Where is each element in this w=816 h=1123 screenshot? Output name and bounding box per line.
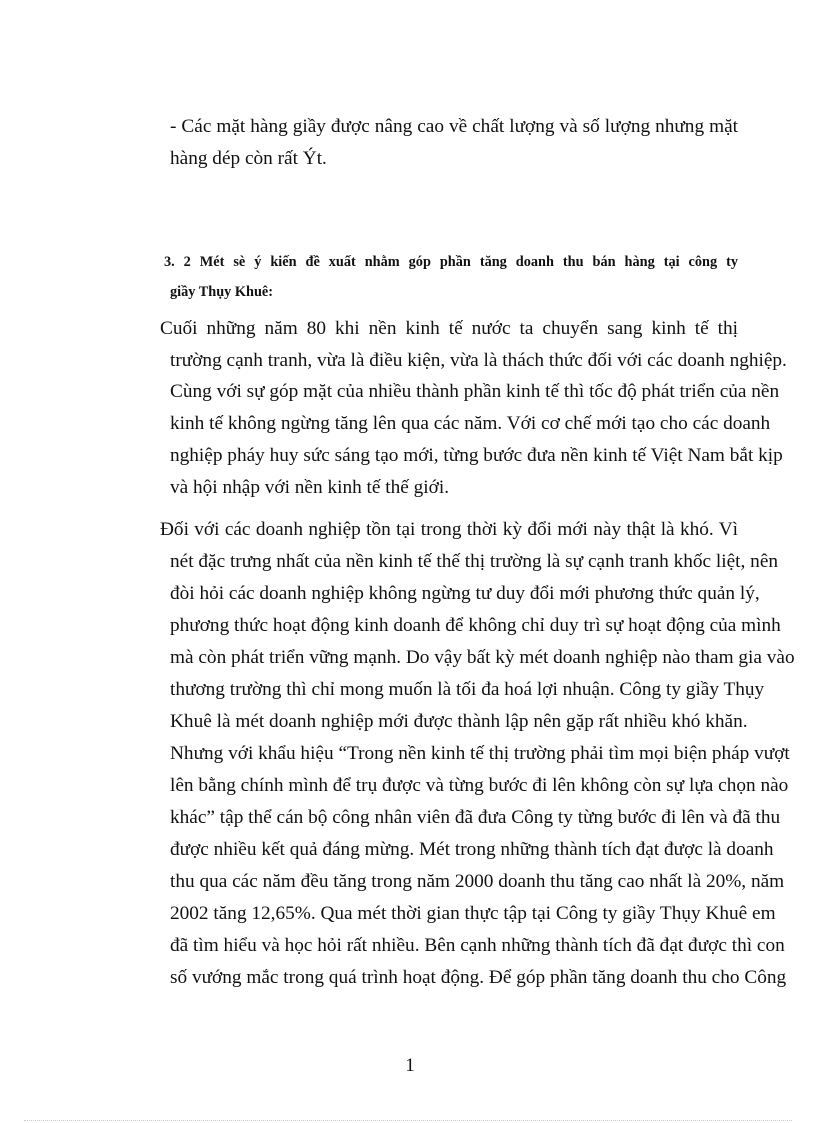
paragraph-2-line-2: nét đặc trưng nhất của nền kinh tế thế thị trường là sự cạnh tranh khốc liệt, nên xyxy=(170,551,779,572)
paragraph-2-line-13: 2002 tăng 12,65%. Qua mét thời gian thực tập tại Công ty giầy Thụy Khuê em xyxy=(170,903,776,924)
paragraph-1-line-5: nghiệp pháy huy sức sáng tạo mới, từng bước đưa nền kinh tế Việt Nam bắt kịp xyxy=(170,445,783,466)
paragraph-2-line-4: phương thức hoạt động kinh doanh để không chỉ duy trì sự hoạt động của mình xyxy=(170,615,781,636)
paragraph-2-line-10: khác” tập thể cán bộ công nhân viên đã đưa Công ty từng bước đi lên và đã thu xyxy=(170,807,781,828)
section-heading-line-1: 3. 2 Mét sè ý kiến đề xuất nhằm góp phần tăng doanh thu bán hàng tại công ty xyxy=(164,254,738,270)
paragraph-1-line-6: và hội nhập với nền kinh tế thế giới. xyxy=(170,477,450,498)
paragraph-2-line-7: Khuê là mét doanh nghiệp mới được thành lập nên gặp rất nhiều khó khăn. xyxy=(170,711,748,732)
paragraph-1-line-4: kinh tế không ngừng tăng lên qua các năm. Với cơ chế mới tạo cho các doanh xyxy=(170,413,771,434)
paragraph-2-line-15: số vướng mắc trong quá trình hoạt động. Để góp phần tăng doanh thu cho Công xyxy=(170,967,787,988)
page-number: 1 xyxy=(405,1055,415,1076)
paragraph-2-line-11: được nhiều kết quả đáng mừng. Mét trong những thành tích đạt được là doanh xyxy=(170,839,774,860)
paragraph-1-line-3: Cùng với sự góp mặt của nhiều thành phần kinh tế thì tốc độ phát triển của nền xyxy=(170,381,780,402)
page-bottom-rule xyxy=(24,1120,792,1121)
paragraph-1-line-1: Cuối những năm 80 khi nền kinh tế nước ta chuyển sang kinh tế thị xyxy=(160,318,738,339)
paragraph-2-line-5: mà còn phát triển vững mạnh. Do vậy bất kỳ mét doanh nghiệp nào tham gia vào xyxy=(170,647,795,668)
paragraph-1-line-2: trường cạnh tranh, vừa là điều kiện, vừa là thách thức đối với các doanh nghiệp. xyxy=(170,350,787,371)
bullet-line-2: hàng dép còn rất Ýt. xyxy=(170,148,327,169)
bullet-line-1: - Các mặt hàng giầy được nâng cao về chất lượng và số lượng nhưng mặt xyxy=(170,116,738,137)
paragraph-2-line-8: Nhưng với khẩu hiệu “Trong nền kinh tế thị trường phải tìm mọi biện pháp vượt xyxy=(170,743,790,764)
paragraph-2-line-9: lên bằng chính mình để trụ được và từng bước đi lên không còn sự lựa chọn nào xyxy=(170,775,789,796)
paragraph-2-line-1: Đối với các doanh nghiệp tồn tại trong thời kỳ đổi mới này thật là khó. Vì xyxy=(160,519,738,540)
section-heading-line-2: giầy Thụy Khuê: xyxy=(170,284,274,300)
paragraph-2-line-6: thương trường thì chỉ mong muốn là tối đa hoá lợi nhuận. Công ty giầy Thụy xyxy=(170,679,765,700)
paragraph-2-line-12: thu qua các năm đều tăng trong năm 2000 doanh thu tăng cao nhất là 20%, năm xyxy=(170,871,785,892)
paragraph-2-line-14: đã tìm hiểu và học hỏi rất nhiều. Bên cạnh những thành tích đã đạt được thì con xyxy=(170,935,785,956)
paragraph-2-line-3: đòi hỏi các doanh nghiệp không ngừng tư duy đổi mới phương thức quản lý, xyxy=(170,583,760,604)
